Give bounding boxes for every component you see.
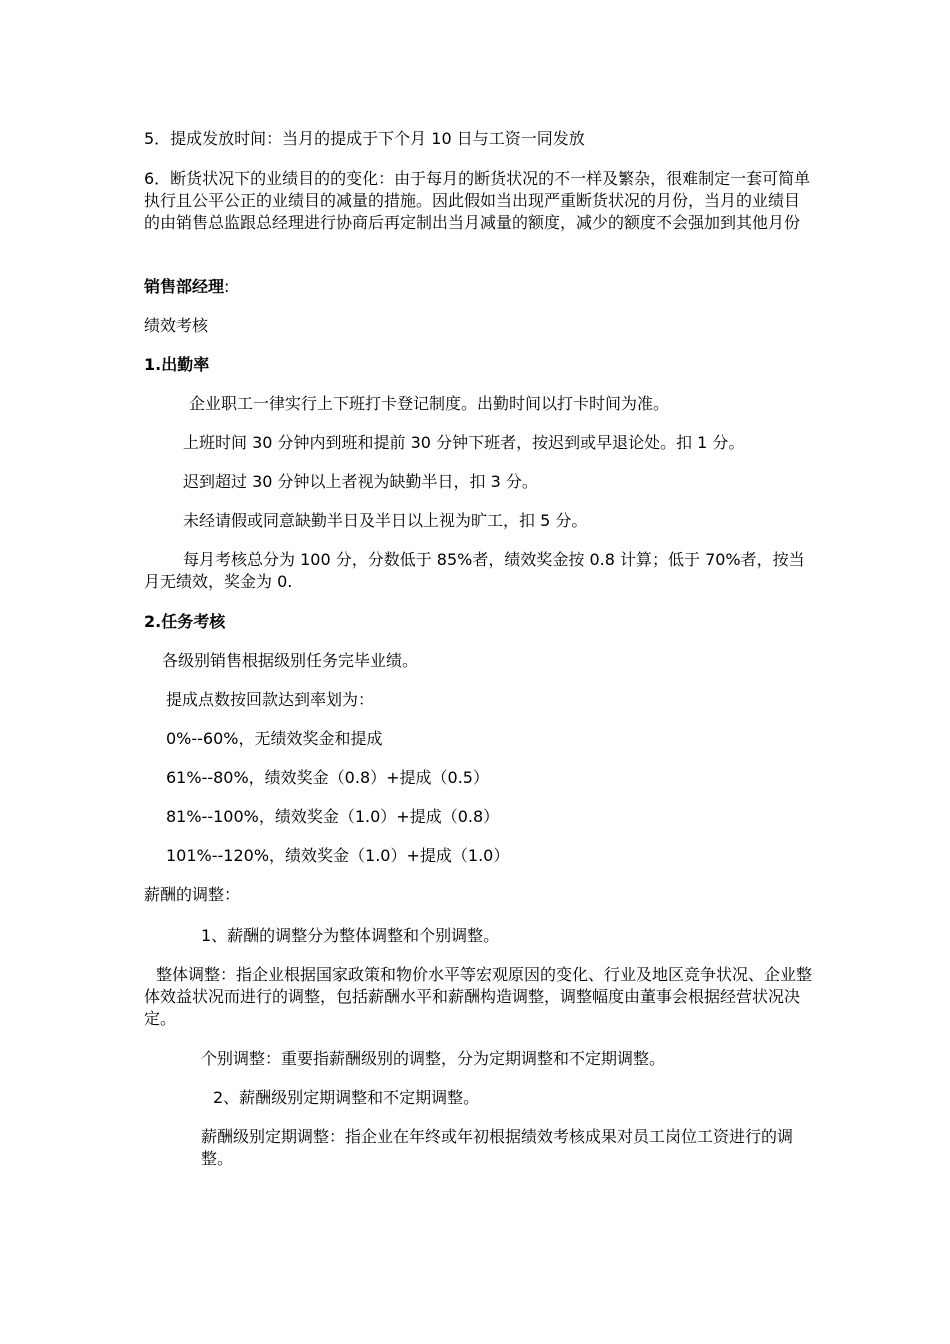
attendance-rule-absence: 未经请假或同意缺勤半日及半日以上视为旷工，扣 5 分。 [183, 511, 588, 530]
salary-overall-adjustment-paragraph: 整体调整：指企业根据国家政策和物价水平等宏观原因的变化、行业及地区竞争状况、企业整体效益状况而进行的调整，包括薪酬水平和薪酬构造调整，调整幅度由董事会根据经营状况决定。 [144, 965, 813, 1028]
sales-manager-heading [144, 276, 544, 298]
salary-individual-adjustment-paragraph: 个别调整：重要指薪酬级别的调整，分为定期调整和不定期调整。 [201, 1049, 666, 1068]
attendance-rule-late-early: 上班时间 30 分钟内到班和提前 30 分钟下班者，按迟到或早退论处。扣 1 分。 [183, 433, 745, 452]
attendance-rule-half-day: 迟到超过 30 分钟以上者视为缺勤半日，扣 3 分。 [183, 472, 538, 491]
task-rule-by-level: 各级别销售根据级别任务完毕业绩。 [162, 651, 419, 670]
salary-adjustment-item-2: 2、薪酬级别定期调整和不定期调整。 [213, 1088, 480, 1107]
task-rule-commission-points: 提成点数按回款达到率划为： [166, 690, 375, 709]
commission-tier-4: 101%--120%，绩效奖金（1.0）+提成（1.0） [166, 846, 510, 865]
section-attendance-heading: 1.出勤率 [144, 355, 210, 374]
commission-tier-1: 0%--60%，无绩效奖金和提成 [166, 729, 383, 748]
sales-manager-heading-text: 销售部经理 [144, 277, 225, 296]
salary-adjustment-heading: 薪酬的调整： [144, 885, 241, 904]
section-task-heading: 2.任务考核 [144, 612, 226, 631]
salary-adjustment-item-1: 1、薪酬的调整分为整体调整和个别调整。 [201, 926, 500, 945]
attendance-rule-clock-in: 企业职工一律实行上下班打卡登记制度。出勤时间以打卡时间为准。 [189, 394, 670, 413]
performance-review-label: 绩效考核 [144, 316, 209, 335]
salary-periodic-adjustment-paragraph: 薪酬级别定期调整：指企业在年终或年初根据绩效考核成果对员工岗位工资进行的调整。 [201, 1127, 794, 1168]
commission-tier-3: 81%--100%，绩效奖金（1.0）+提成（0.8） [166, 807, 500, 826]
sales-manager-heading-colon: : [224, 277, 230, 296]
commission-tier-2: 61%--80%，绩效奖金（0.8）+提成（0.5） [166, 768, 489, 787]
commission-payment-time-paragraph: 5．提成发放时间：当月的提成于下个月 10 日与工资一同发放 [144, 129, 585, 148]
attendance-rule-scoring: 每月考核总分为 100 分，分数低于 85%者，绩效奖金按 0.8 计算；低于 70%者，按当月无绩效，奖金为 0. [144, 550, 805, 591]
out-of-stock-target-change-paragraph: 6．断货状况下的业绩目的的变化：由于每月的断货状况的不一样及繁杂，很难制定一套可简单执行且公平公正的业绩目的减量的措施。因此假如当出现严重断货状况的月份，当月的业绩目的由销售总监跟总经理进行协商后再定制出当月减量的额度，减少的额度不会强加到其他月份 [144, 169, 811, 232]
